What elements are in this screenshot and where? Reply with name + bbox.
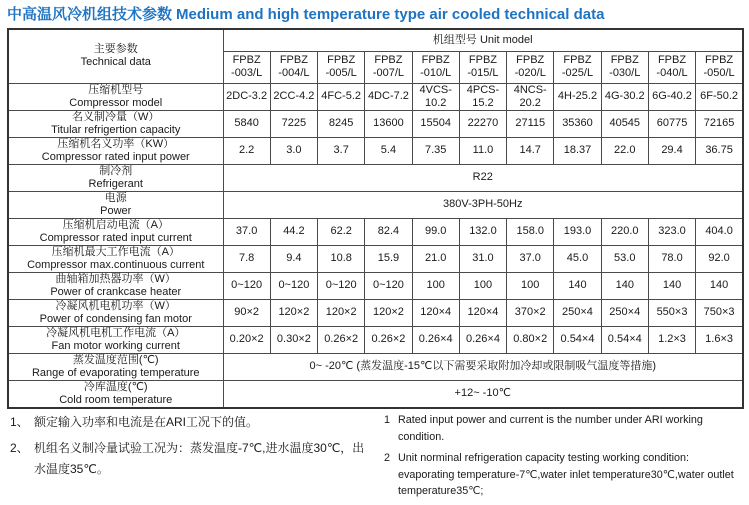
value-cell: 15.9: [365, 245, 412, 272]
value-cell: 36.75: [696, 137, 743, 164]
value-cell: 27115: [507, 110, 554, 137]
value-cell: 5.4: [365, 137, 412, 164]
value-cell: 11.0: [459, 137, 506, 164]
table-row: [8, 110, 743, 137]
value-cell: 140: [696, 272, 743, 299]
footnote-number: 1: [384, 414, 391, 426]
value-cell: 53.0: [601, 245, 648, 272]
value-cell: 4FC-5.2: [318, 83, 365, 110]
value-cell: 78.0: [648, 245, 695, 272]
value-cell: 0.26×4: [459, 326, 506, 353]
table-row: [8, 83, 743, 110]
value-cell: 22.0: [601, 137, 648, 164]
value-cell: 750×3: [696, 299, 743, 326]
table-row: [8, 137, 743, 164]
model-header-cell: FPBZ -025/L: [554, 51, 601, 83]
value-cell: 92.0: [696, 245, 743, 272]
value-cell: 82.4: [365, 218, 412, 245]
value-cell: 14.7: [507, 137, 554, 164]
value-cell: 0~120: [318, 272, 365, 299]
value-cell: 0~120: [270, 272, 317, 299]
model-header-cell: FPBZ -005/L: [318, 51, 365, 83]
span-value-cell: R22: [223, 164, 743, 191]
page-title: [7, 3, 604, 24]
value-cell: 62.2: [318, 218, 365, 245]
model-header-cell: FPBZ -004/L: [270, 51, 317, 83]
value-cell: 4H-25.2: [554, 83, 601, 110]
value-cell: 7225: [270, 110, 317, 137]
value-cell: 2.2: [223, 137, 270, 164]
value-cell: 15504: [412, 110, 459, 137]
value-cell: 0.26×4: [412, 326, 459, 353]
value-cell: 4PCS-15.2: [459, 83, 506, 110]
table-row: [8, 164, 743, 191]
value-cell: 120×2: [365, 299, 412, 326]
value-cell: 37.0: [507, 245, 554, 272]
span-value-cell: +12~ -10℃: [223, 380, 743, 408]
table-row: [8, 272, 743, 299]
model-header-cell: FPBZ -040/L: [648, 51, 695, 83]
footnote-text: 额定输入功率和电流是在ARI工况下的值。: [34, 415, 259, 429]
value-cell: 4G-30.2: [601, 83, 648, 110]
value-cell: 72165: [696, 110, 743, 137]
footnote-number: 2、: [10, 441, 29, 455]
span-value-cell: 380V-3PH-50Hz: [223, 191, 743, 218]
page-title-zh: 中高温风冷机组技术参数: [7, 6, 173, 23]
value-cell: 18.37: [554, 137, 601, 164]
value-cell: 4VCS-10.2: [412, 83, 459, 110]
model-header-cell: FPBZ -030/L: [601, 51, 648, 83]
footnote-en-1: [384, 412, 746, 445]
table-row: [8, 380, 743, 408]
value-cell: 250×4: [601, 299, 648, 326]
value-cell: 0.26×2: [365, 326, 412, 353]
value-cell: 37.0: [223, 218, 270, 245]
value-cell: 10.8: [318, 245, 365, 272]
param-label-cell: 曲轴箱加热器功率（W） Power of crankcase heater: [8, 272, 223, 299]
value-cell: 29.4: [648, 137, 695, 164]
value-cell: 9.4: [270, 245, 317, 272]
footnote-text: 机组名义制冷量试验工况为：蒸发温度-7℃,进水温度30℃，出水温度35℃。: [34, 441, 365, 476]
value-cell: 60775: [648, 110, 695, 137]
value-cell: 3.7: [318, 137, 365, 164]
value-cell: 22270: [459, 110, 506, 137]
value-cell: 0.30×2: [270, 326, 317, 353]
value-cell: 35360: [554, 110, 601, 137]
value-cell: 370×2: [507, 299, 554, 326]
param-label-cell: 压缩机启动电流（A） Compressor rated input current: [8, 218, 223, 245]
value-cell: 132.0: [459, 218, 506, 245]
footnotes-english: [384, 412, 746, 505]
value-cell: 4NCS-20.2: [507, 83, 554, 110]
param-label-cell: 压缩机名义功率（KW） Compressor rated input power: [8, 137, 223, 164]
technical-data-header: 主要参数 Technical data: [8, 29, 223, 83]
value-cell: 193.0: [554, 218, 601, 245]
page-title-en: Medium and high temperature type air cooled technical data: [176, 6, 605, 23]
technical-data-table: [7, 28, 744, 409]
value-cell: 45.0: [554, 245, 601, 272]
value-cell: 3.0: [270, 137, 317, 164]
footnote-cn-1: [10, 412, 366, 433]
unit-model-header: 机组型号 Unit model: [223, 29, 743, 51]
value-cell: 90×2: [223, 299, 270, 326]
footnotes-chinese: [10, 412, 366, 485]
span-value-cell: 0~ -20℃ (蒸发温度-15℃以下需要采取附加冷却或限制吸气温度等措施): [223, 353, 743, 380]
value-cell: 13600: [365, 110, 412, 137]
value-cell: 99.0: [412, 218, 459, 245]
footnote-number: 1、: [10, 415, 29, 429]
value-cell: 0.54×4: [601, 326, 648, 353]
value-cell: 5840: [223, 110, 270, 137]
value-cell: 1.6×3: [696, 326, 743, 353]
param-label-cell: 压缩机最大工作电流（A） Compressor max.continuous current: [8, 245, 223, 272]
model-header-cell: FPBZ -007/L: [365, 51, 412, 83]
param-label-cell: 冷库温度(℃) Cold room temperature: [8, 380, 223, 408]
value-cell: 21.0: [412, 245, 459, 272]
value-cell: 31.0: [459, 245, 506, 272]
value-cell: 140: [601, 272, 648, 299]
value-cell: 2DC-3.2: [223, 83, 270, 110]
value-cell: 158.0: [507, 218, 554, 245]
value-cell: 220.0: [601, 218, 648, 245]
table-row: [8, 245, 743, 272]
param-label-cell: 电源 Power: [8, 191, 223, 218]
value-cell: 120×2: [318, 299, 365, 326]
value-cell: 140: [554, 272, 601, 299]
param-label-cell: 冷凝风机电机工作电流（A） Fan motor working current: [8, 326, 223, 353]
value-cell: 0.20×2: [223, 326, 270, 353]
table-row: [8, 299, 743, 326]
model-header-cell: FPBZ -010/L: [412, 51, 459, 83]
param-label-cell: 制冷剂 Refrigerant: [8, 164, 223, 191]
value-cell: 1.2×3: [648, 326, 695, 353]
param-label-cell: 冷凝风机电机功率（W） Power of condensing fan motor: [8, 299, 223, 326]
value-cell: 100: [507, 272, 554, 299]
value-cell: 7.35: [412, 137, 459, 164]
value-cell: 0~120: [223, 272, 270, 299]
value-cell: 8245: [318, 110, 365, 137]
value-cell: 0.26×2: [318, 326, 365, 353]
param-label-cell: 名义制冷量（W） Titular refrigertion capacity: [8, 110, 223, 137]
footnote-text: Rated input power and current is the number under ARI working condition.: [398, 414, 703, 443]
value-cell: 2CC-4.2: [270, 83, 317, 110]
value-cell: 0.54×4: [554, 326, 601, 353]
table-row: [8, 326, 743, 353]
model-header-cell: FPBZ -050/L: [696, 51, 743, 83]
table-row: [8, 191, 743, 218]
model-header-cell: FPBZ -020/L: [507, 51, 554, 83]
footnote-cn-2: [10, 438, 366, 480]
value-cell: 44.2: [270, 218, 317, 245]
table-row: [8, 218, 743, 245]
value-cell: 250×4: [554, 299, 601, 326]
value-cell: 100: [459, 272, 506, 299]
header-row-group: [8, 29, 743, 51]
value-cell: 7.8: [223, 245, 270, 272]
table-row: [8, 353, 743, 380]
value-cell: 140: [648, 272, 695, 299]
value-cell: 40545: [601, 110, 648, 137]
value-cell: 120×4: [412, 299, 459, 326]
value-cell: 120×4: [459, 299, 506, 326]
param-label-cell: 压缩机型号 Compressor model: [8, 83, 223, 110]
value-cell: 6F-50.2: [696, 83, 743, 110]
value-cell: 0~120: [365, 272, 412, 299]
footnote-text: Unit norminal refrigeration capacity testing working condition: evaporating temperature-7℃,water inlet temperature30℃,water outlet temperature35℃;: [398, 452, 734, 497]
value-cell: 100: [412, 272, 459, 299]
value-cell: 4DC-7.2: [365, 83, 412, 110]
value-cell: 6G-40.2: [648, 83, 695, 110]
value-cell: 550×3: [648, 299, 695, 326]
param-label-cell: 蒸发温度范围(℃) Range of evaporating temperature: [8, 353, 223, 380]
model-header-cell: FPBZ -003/L: [223, 51, 270, 83]
model-header-cell: FPBZ -015/L: [459, 51, 506, 83]
value-cell: 0.80×2: [507, 326, 554, 353]
value-cell: 120×2: [270, 299, 317, 326]
value-cell: 404.0: [696, 218, 743, 245]
footnote-number: 2: [384, 452, 391, 464]
value-cell: 323.0: [648, 218, 695, 245]
footnote-en-2: [384, 450, 746, 500]
